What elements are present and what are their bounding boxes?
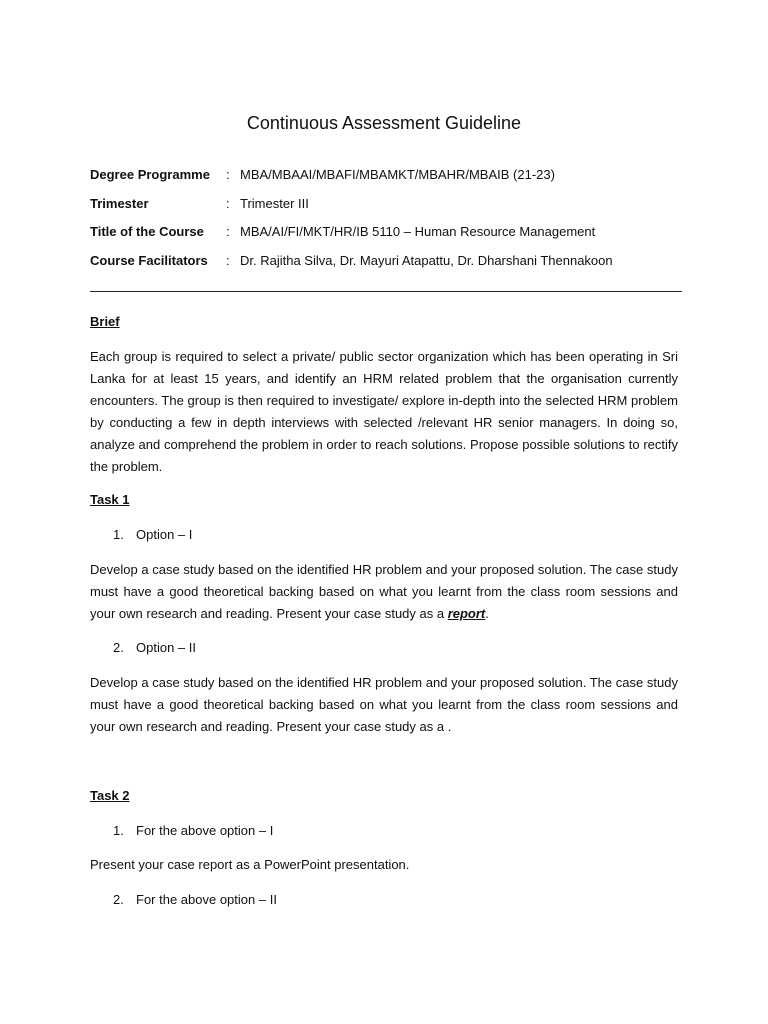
list-label: Option – II bbox=[136, 640, 196, 655]
report-emphasis: report bbox=[447, 606, 486, 621]
task2-item1-paragraph: Present your case report as a PowerPoint presentation. bbox=[90, 857, 410, 872]
task1-option2-item bbox=[113, 638, 196, 658]
meta-value: MBA/AI/FI/MKT/HR/IB 5110 – Human Resource Management bbox=[240, 224, 596, 239]
task1-option1-paragraph bbox=[90, 559, 678, 625]
document-title: Continuous Assessment Guideline bbox=[246, 113, 522, 133]
list-number: 1. bbox=[113, 527, 124, 542]
list-number: 2. bbox=[113, 640, 124, 655]
meta-label: Degree Programme bbox=[90, 167, 210, 182]
meta-row-course-title bbox=[90, 222, 690, 242]
list-label: Option – I bbox=[136, 527, 193, 542]
meta-value: MBA/MBAAI/MBAFI/MBAMKT/MBAHR/MBAIB (21-23) bbox=[240, 167, 555, 182]
paragraph-end: . bbox=[485, 606, 489, 621]
task1-option2-paragraph bbox=[90, 672, 678, 738]
meta-colon: : bbox=[226, 167, 230, 182]
meta-colon: : bbox=[226, 224, 230, 239]
brief-heading: Brief bbox=[90, 314, 120, 329]
horizontal-divider bbox=[90, 291, 682, 292]
list-label: For the above option – I bbox=[136, 823, 274, 838]
list-number: 1. bbox=[113, 823, 124, 838]
brief-paragraph: Each group is required to select a private/ public sector organization which has been operating in Sri Lanka for at least 15 years, and identify an HRM related problem that the organisation currently encounters. The group is then required to investigate/ explore in-depth into the selected HRM problem by conducting a few in depth interviews with selected /relevant HR senior managers. In doing so, analyze and comprehend the problem in order to reach solutions. Propose possible solutions to rectify the problem. bbox=[90, 349, 678, 474]
list-label: For the above option – II bbox=[136, 892, 277, 907]
meta-label: Title of the Course bbox=[90, 224, 204, 239]
meta-row-trimester bbox=[90, 194, 690, 214]
meta-value: Dr. Rajitha Silva, Dr. Mayuri Atapattu, Dr. Dharshani Thennakoon bbox=[240, 253, 613, 268]
meta-value: Trimester III bbox=[240, 196, 309, 211]
meta-label: Course Facilitators bbox=[90, 253, 208, 268]
task2-heading: Task 2 bbox=[90, 788, 130, 803]
meta-row-facilitators bbox=[90, 251, 690, 271]
task1-heading: Task 1 bbox=[90, 492, 130, 507]
paragraph-text: Develop a case study based on the identified HR problem and your proposed solution. The case study must have a good theoretical backing based on what you learnt from the class room sessions and your own research and reading. Present your case study as a bbox=[90, 675, 678, 734]
meta-row-degree-programme bbox=[90, 165, 690, 185]
meta-colon: : bbox=[226, 253, 230, 268]
paragraph-end: . bbox=[447, 719, 452, 734]
meta-label: Trimester bbox=[90, 196, 149, 211]
task2-item2 bbox=[113, 890, 277, 910]
paragraph-text: Develop a case study based on the identified HR problem and your proposed solution. The case study must have a good theoretical backing based on what you learnt from the class room sessions and your own research and reading. Present your case study as a bbox=[90, 562, 678, 621]
list-number: 2. bbox=[113, 892, 124, 907]
meta-colon: : bbox=[226, 196, 230, 211]
task1-option1-item bbox=[113, 525, 192, 545]
task2-item1 bbox=[113, 821, 273, 841]
